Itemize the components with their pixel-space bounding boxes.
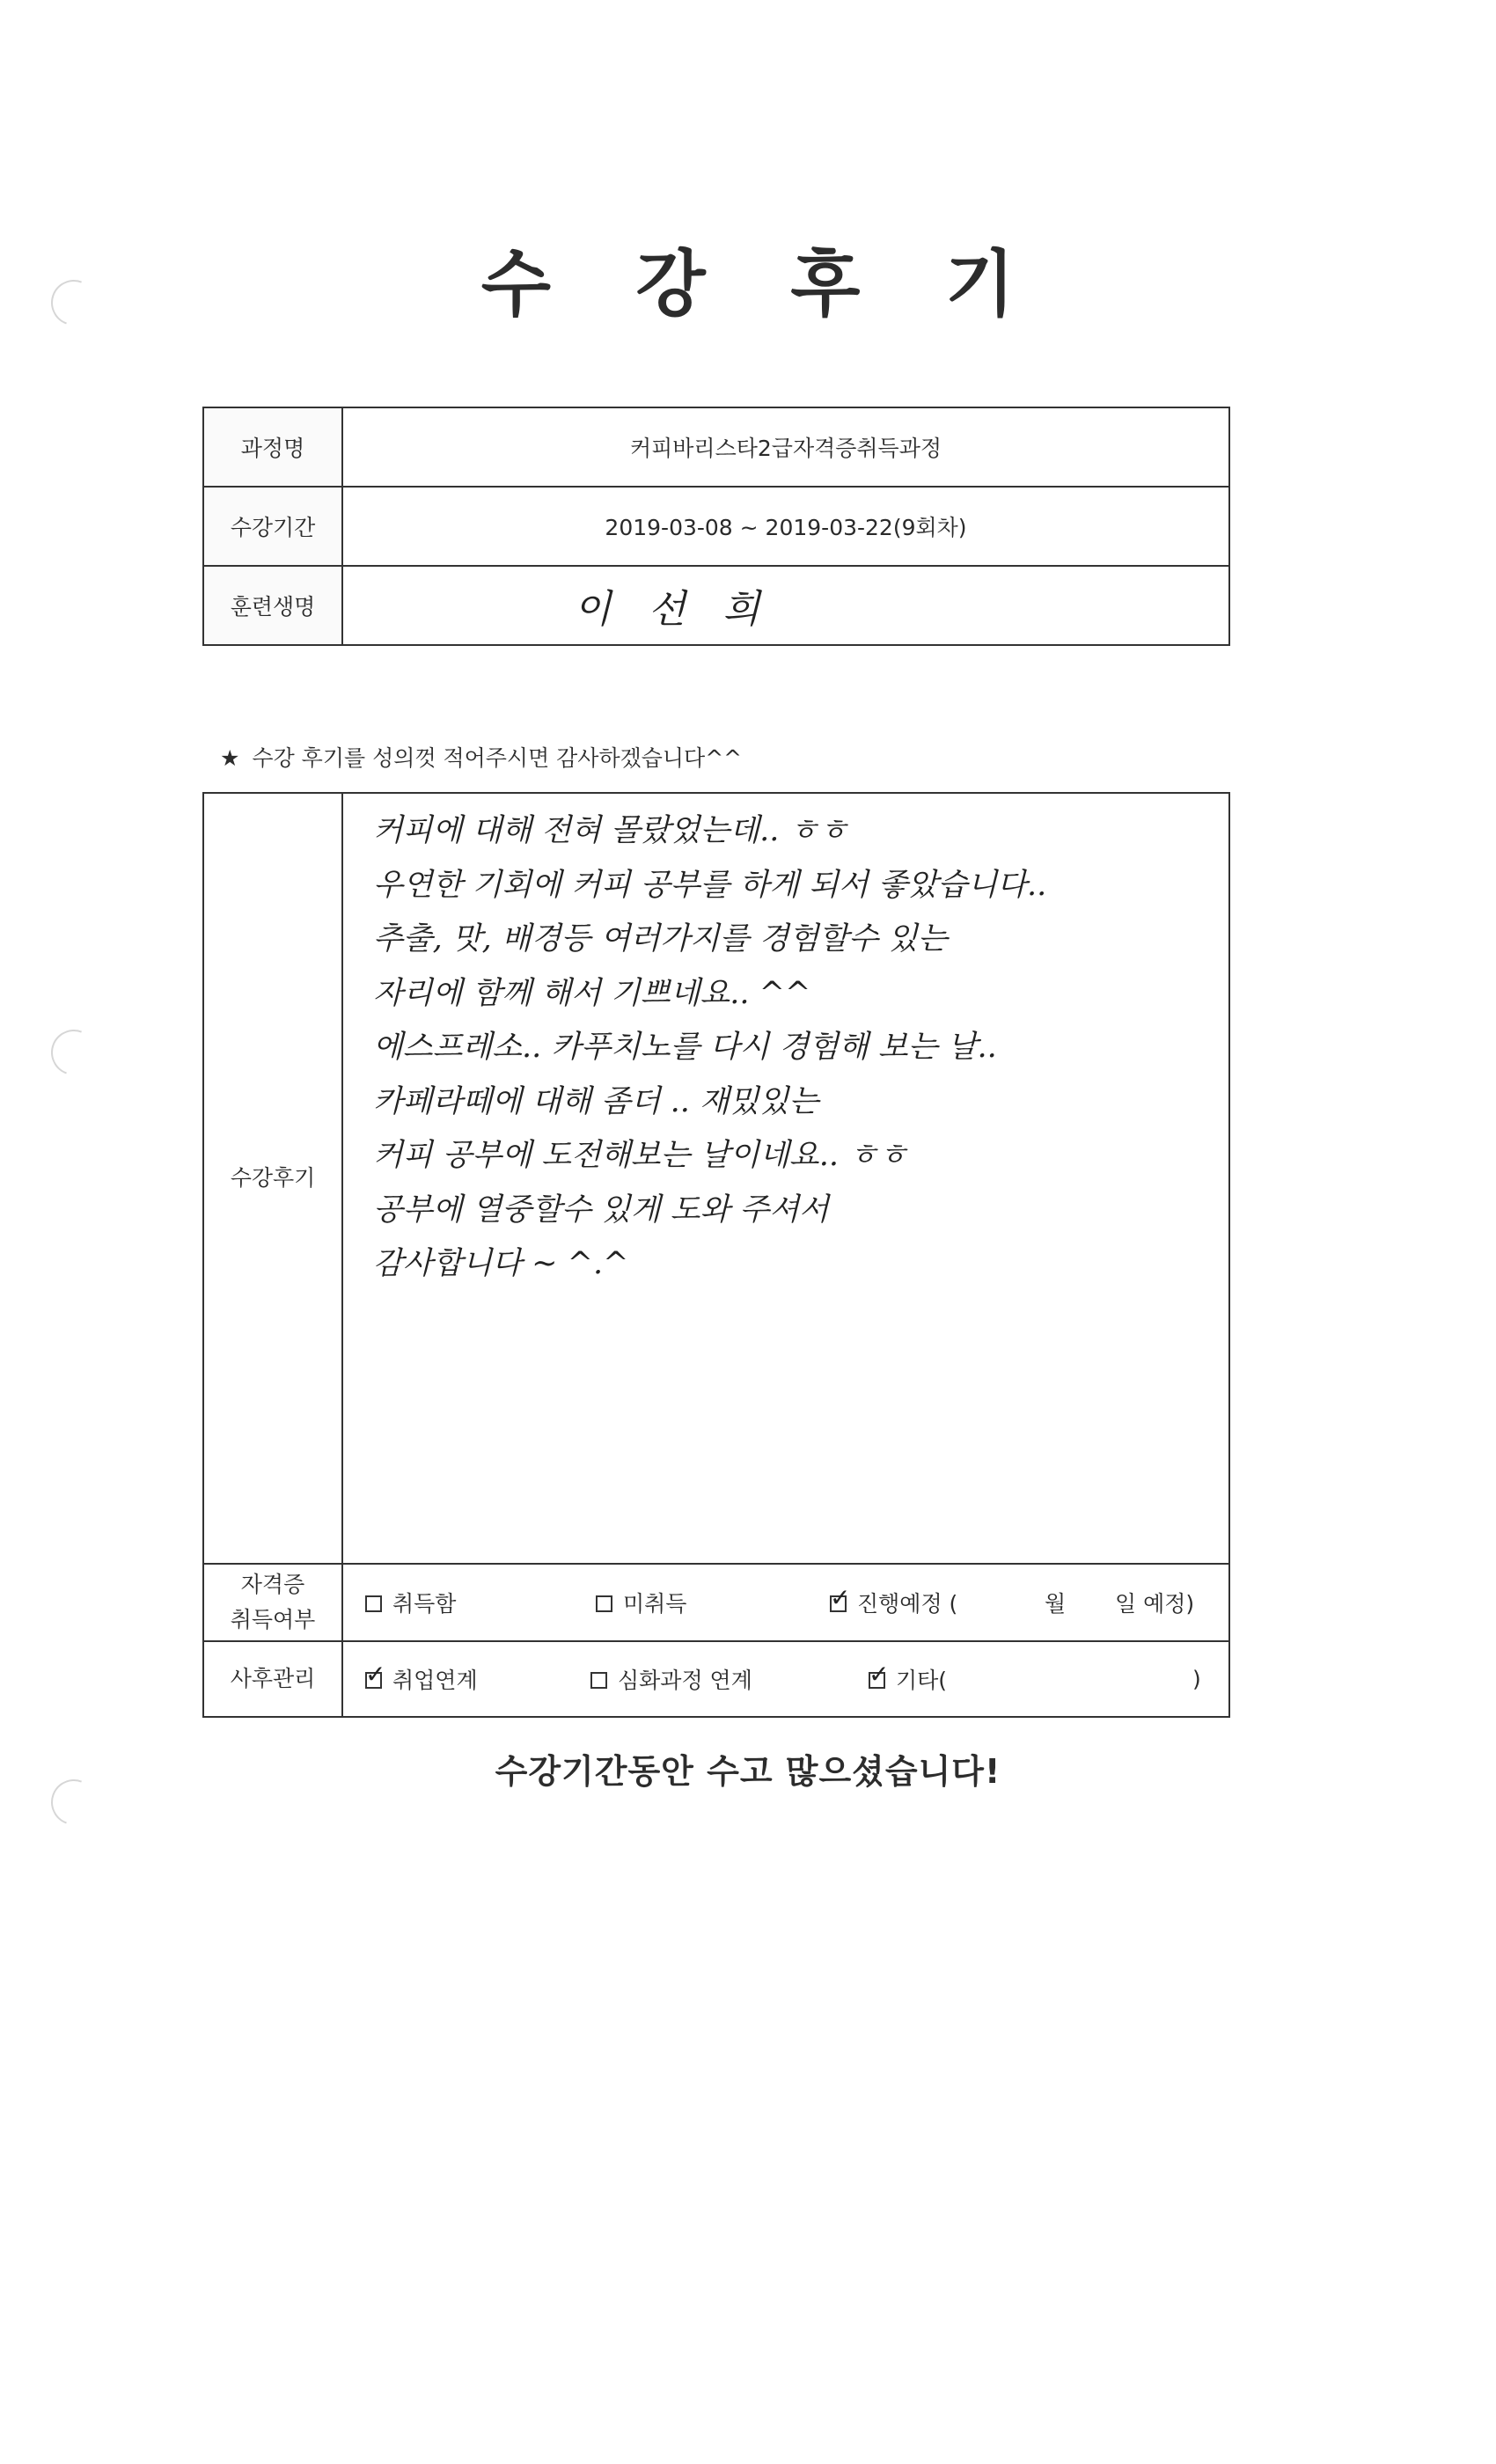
review-line: 추출, 맛, 배경등 여러가지를 경험할수 있는 bbox=[373, 921, 948, 957]
option-other-label: 기타( bbox=[896, 1668, 948, 1693]
trainee-name-handwritten: 이 선 희 bbox=[342, 566, 1229, 645]
aftercare-label: 사후관리 bbox=[203, 1641, 342, 1717]
review-line: 우연한 기회에 커피 공부를 하게 되서 좋았습니다.. bbox=[373, 867, 1047, 903]
planned-month: 월 bbox=[1045, 1591, 1067, 1617]
checkbox-planned-checked[interactable] bbox=[830, 1595, 847, 1612]
course-info-table bbox=[202, 407, 1230, 646]
review-line: 카페라떼에 대해 좀더 .. 재밌있는 bbox=[373, 1083, 819, 1119]
course-value: 커피바리스타2급자격증취득과정 bbox=[342, 407, 1229, 487]
trainee-label: 훈련생명 bbox=[203, 566, 342, 645]
option-job[interactable] bbox=[365, 1663, 478, 1695]
review-line: 공부에 열중할수 있게 도와 주셔서 bbox=[373, 1192, 829, 1228]
course-label: 과정명 bbox=[203, 407, 342, 487]
trainee-row bbox=[203, 566, 1229, 645]
option-other-close: ) bbox=[1192, 1666, 1201, 1692]
checkbox-advanced[interactable] bbox=[590, 1672, 607, 1689]
period-label: 수강기간 bbox=[203, 487, 342, 566]
option-planned-label: 진행예정 ( bbox=[857, 1591, 958, 1617]
certification-label-line2: 취득여부 bbox=[230, 1607, 316, 1632]
option-acquired[interactable] bbox=[365, 1587, 456, 1618]
checkbox-job-checked[interactable] bbox=[365, 1672, 382, 1689]
option-job-label: 취업연계 bbox=[392, 1668, 478, 1693]
option-not-acquired[interactable] bbox=[596, 1587, 686, 1618]
option-advanced[interactable] bbox=[590, 1663, 752, 1695]
planned-day: 일 예정) bbox=[1115, 1591, 1195, 1617]
period-row bbox=[203, 487, 1229, 566]
review-line: 감사합니다 ~ ^.^ bbox=[373, 1246, 629, 1281]
review-notice bbox=[220, 741, 742, 773]
review-label: 수강후기 bbox=[203, 793, 342, 1564]
checkbox-other-checked[interactable] bbox=[869, 1672, 885, 1689]
option-other[interactable] bbox=[869, 1663, 947, 1695]
aftercare-row bbox=[203, 1641, 1229, 1717]
review-table bbox=[202, 792, 1230, 1718]
review-text-area bbox=[342, 793, 1229, 1564]
notice-text: 수강 후기를 성의껏 적어주시면 감사하겠습니다^^ bbox=[252, 745, 743, 771]
certification-label bbox=[203, 1564, 342, 1641]
period-value: 2019-03-08 ~ 2019-03-22(9회차) bbox=[342, 487, 1229, 566]
page-title: 수 강 후 기 bbox=[480, 243, 1045, 326]
review-row bbox=[203, 793, 1229, 1564]
certification-options bbox=[342, 1564, 1229, 1641]
option-planned[interactable] bbox=[830, 1587, 957, 1618]
review-line: 자리에 함께 해서 기쁘네요.. ^^ bbox=[373, 975, 811, 1011]
binder-hole-middle bbox=[43, 1022, 104, 1082]
certification-row bbox=[203, 1564, 1229, 1641]
star-icon: ★ bbox=[220, 745, 240, 771]
option-not-acquired-label: 미취득 bbox=[623, 1591, 687, 1617]
option-advanced-label: 심화과정 연계 bbox=[618, 1668, 752, 1693]
course-row bbox=[203, 407, 1229, 487]
checkbox-not-acquired[interactable] bbox=[596, 1595, 612, 1612]
certification-label-line1: 자격증 bbox=[240, 1572, 305, 1597]
review-line: 커피에 대해 전혀 몰랐었는데.. ㅎㅎ bbox=[373, 813, 849, 848]
closing-message: 수강기간동안 수고 많으셨습니다! bbox=[495, 1752, 1001, 1791]
review-line: 커피 공부에 도전해보는 날이네요.. ㅎㅎ bbox=[373, 1138, 908, 1173]
aftercare-options bbox=[342, 1641, 1229, 1717]
review-line: 에스프레소.. 카푸치노를 다시 경험해 보는 날.. bbox=[373, 1030, 997, 1065]
checkbox-acquired[interactable] bbox=[365, 1595, 382, 1612]
option-acquired-label: 취득함 bbox=[392, 1591, 457, 1617]
